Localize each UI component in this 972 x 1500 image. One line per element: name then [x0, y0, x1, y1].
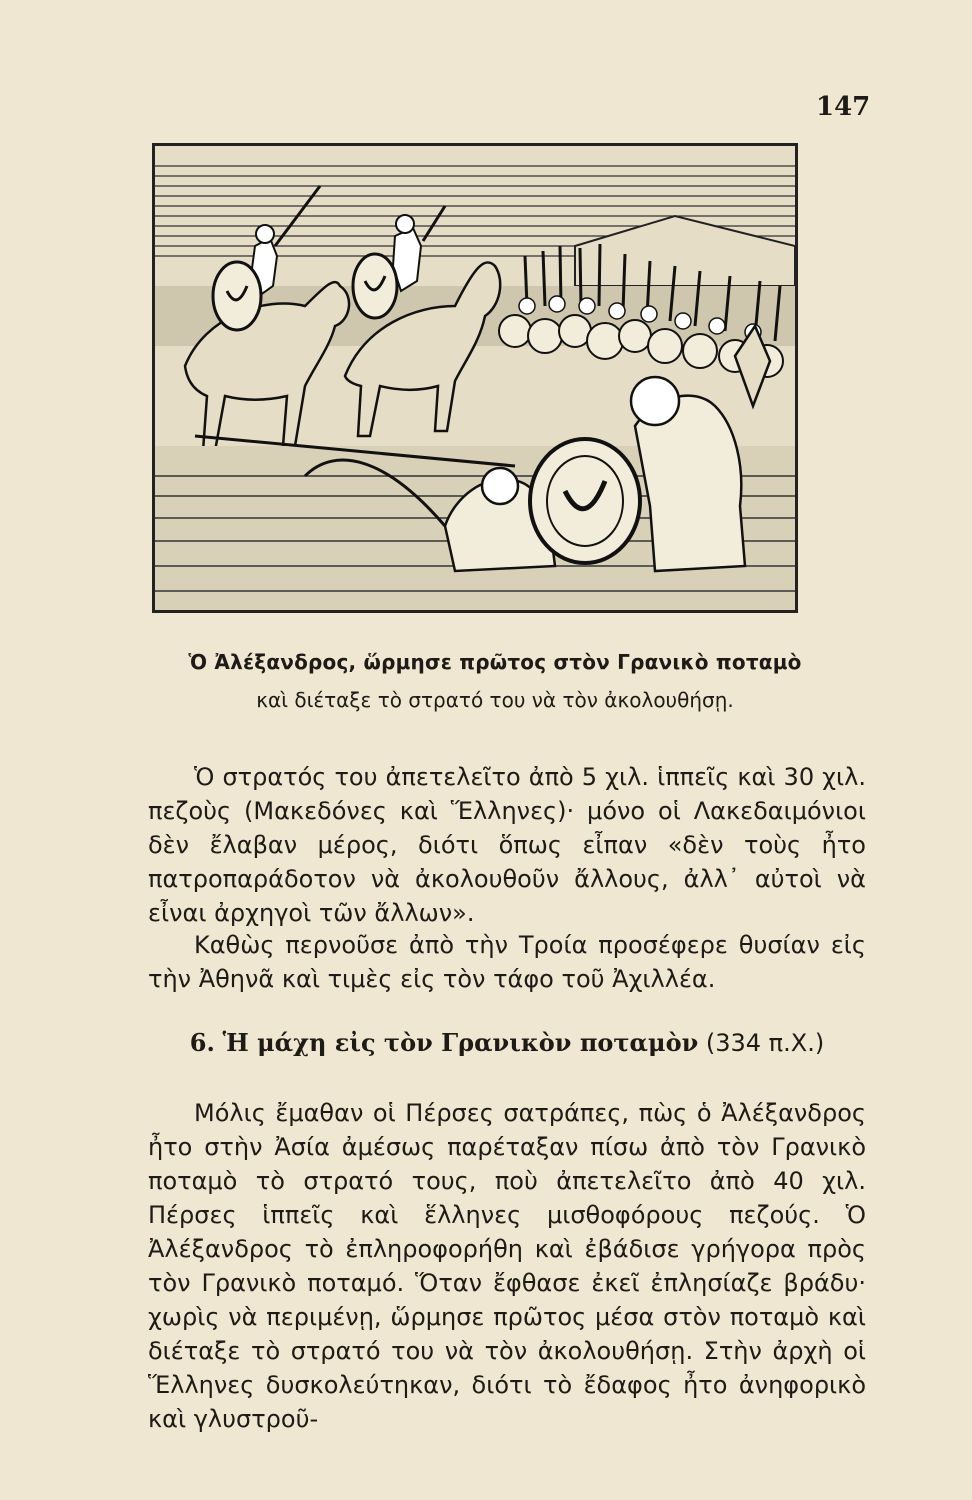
page-number: 147 [816, 92, 871, 122]
caption-line-2: καὶ διέταξε τὸ στρατό του νὰ τὸν ἀκολουθήσῃ. [256, 688, 734, 712]
section-date: (334 π.Χ.) [705, 1029, 825, 1057]
battle-illustration [152, 143, 798, 613]
caption-line-1: Ὁ Ἀλέξανδρος, ὥρμησε πρῶτος στὸν Γρανικὸ ποταμὸ [188, 650, 802, 674]
section-number: 6. [189, 1028, 215, 1057]
section-title: Ἡ μάχη εἰς τὸν Γρανικὸν ποταμὸν [222, 1028, 699, 1057]
battle-scene-icon [155, 146, 795, 610]
section-heading [148, 1028, 866, 1057]
paragraph-troy: Καθὼς περνοῦσε ἀπὸ τὴν Τροία προσέφερε θυσίαν εἰς τὴν Ἀθηνᾶ καὶ τιμὲς εἰς τὸν τάφο τοῦ Ἀχιλλέα. [148, 931, 866, 993]
figure-caption [150, 650, 840, 712]
paragraph-army: Ὁ στρατός του ἀπετελεῖτο ἀπὸ 5 χιλ. ἱππεῖς καὶ 30 χιλ. πεζοὺς (Μακεδόνες καὶ Ἕλληνες)· μόνο οἱ Λακεδαιμόνιοι δὲν ἔλαβαν μέρος, διότι ὅπως εἶπαν «δὲν τοὺς ἦτο πατροπαράδοτον νὰ ἀκολουθοῦν ἄλλους, ἀλλ᾽ αὐτοὶ νὰ εἶναι ἀρχηγοὶ τῶν ἄλλων». [148, 763, 866, 927]
paragraph-granicus: Μόλις ἔμαθαν οἱ Πέρσες σατράπες, πὼς ὁ Ἀλέξανδρος ἦτο στὴν Ἀσία ἀμέσως παρέταξαν πίσω ἀπὸ τὸν Γρανικὸ ποταμὸ τὸ στρατό τους, ποὺ ἀπετελεῖτο ἀπὸ 40 χιλ. Πέρσες ἱππεῖς καὶ ἕλληνες μισθοφόρους πεζούς. Ὁ Ἀλέξανδρος τὸ ἐπληροφορήθη καὶ ἐβάδισε γρήγορα πρὸς τὸν Γρανικὸ ποταμό. Ὅταν ἔφθασε ἐκεῖ ἐπλησίαζε βράδυ· χωρὶς νὰ περιμένῃ, ὥρμησε πρῶτος μέσα στὸν ποταμὸ καὶ διέταξε τὸ στρατό του νὰ τὸν ἀκολουθήσῃ. Στὴν ἀρχὴ οἱ Ἕλληνες δυσκολεύτηκαν, διότι τὸ ἔδαφος ἦτο ἀνηφορικὸ καὶ γλυστροῦ- [148, 1099, 866, 1433]
